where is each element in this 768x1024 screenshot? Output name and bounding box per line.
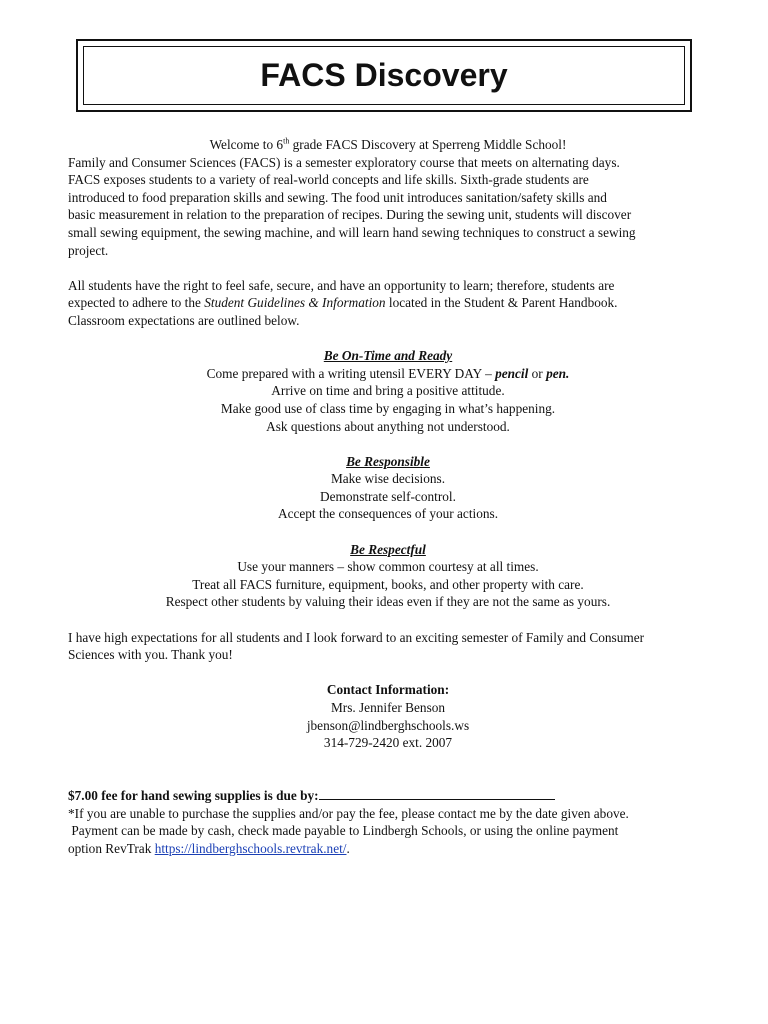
- title-box: [76, 39, 692, 112]
- closing-line: Sciences with you. Thank you!: [68, 647, 233, 663]
- intro-line: basic measurement in relation to the preparation of recipes. During the sewing unit, students will discover: [68, 207, 632, 223]
- expectation-line: Make wise decisions.: [330, 471, 446, 487]
- expectation-line: Demonstrate self-control.: [320, 488, 456, 504]
- expectation-line: Make good use of class time by engaging in what’s happening.: [220, 400, 556, 416]
- document-body: [68, 136, 708, 857]
- section-heading-on-time: Be On-Time and Ready: [323, 348, 453, 364]
- welcome-text-start: Welcome to 6: [209, 137, 284, 152]
- closing-line: I have high expectations for all students and I look forward to an exciting semester of Family and Consumer: [68, 629, 645, 645]
- welcome-line: [68, 136, 708, 154]
- rights-line: All students have the right to feel safe, secure, and have an opportunity to learn; therefore, students are: [68, 277, 615, 293]
- or-text: or: [528, 365, 547, 381]
- expectation-line: Accept the consequences of your actions.: [277, 506, 499, 522]
- expectation-line: [68, 365, 708, 383]
- welcome-text-end: grade FACS Discovery at Sperreng Middle School!: [289, 137, 567, 152]
- due-date-blank: [319, 788, 555, 800]
- contact-name: Mrs. Jennifer Benson: [330, 700, 446, 715]
- expectation-line: Ask questions about anything not understood.: [266, 418, 510, 434]
- page-title: FACS Discovery: [260, 57, 508, 93]
- section-heading-responsible: Be Responsible: [346, 453, 430, 469]
- rights-line: [68, 294, 708, 312]
- expectation-text: Come prepared with a writing utensil EVERY DAY –: [206, 365, 496, 381]
- expectation-line: Treat all FACS furniture, equipment, books, and other property with care.: [192, 576, 584, 592]
- fee-note: Payment can be made by cash, check made payable to Lindbergh Schools, or using the online payment: [68, 823, 619, 839]
- section-heading-respectful: Be Respectful: [350, 541, 426, 557]
- revtrak-link[interactable]: https://lindberghschools.revtrak.net/: [154, 840, 347, 856]
- guidelines-title: Student Guidelines & Information: [204, 295, 386, 311]
- intro-line: Family and Consumer Sciences (FACS) is a semester exploratory course that meets on alternating days.: [68, 154, 620, 170]
- rights-text: expected to adhere to the: [68, 295, 205, 311]
- fee-note: *If you are unable to purchase the supplies and/or pay the fee, please contact me by the date given above.: [68, 805, 629, 821]
- intro-line: FACS exposes students to a variety of real-world concepts and life skills. Sixth-grade students are: [68, 172, 589, 188]
- contact-email: jbenson@lindberghschools.ws: [306, 717, 470, 733]
- fee-label: $7.00 fee for hand sewing supplies is due by:: [68, 787, 319, 803]
- intro-line: introduced to food preparation skills and sewing. The food unit introduces sanitation/safety skills and: [68, 189, 607, 205]
- fee-line: [68, 787, 708, 805]
- rights-text: located in the Student & Parent Handbook.: [385, 295, 618, 311]
- pencil-text: pencil: [495, 365, 529, 381]
- expectation-line: Use your manners – show common courtesy at all times.: [237, 559, 539, 575]
- contact-phone: 314-729-2420 ext. 2007: [323, 735, 453, 751]
- expectation-line: Arrive on time and bring a positive attitude.: [271, 383, 505, 399]
- fee-note: [68, 840, 708, 858]
- period-text: .: [346, 840, 350, 856]
- expectation-line: Respect other students by valuing their ideas even if they are not the same as yours.: [165, 594, 611, 610]
- intro-line: project.: [68, 242, 109, 258]
- intro-line: small sewing equipment, the sewing machine, and will learn hand sewing techniques to construct a sewing: [68, 224, 636, 240]
- title-inner-border: [83, 46, 685, 105]
- contact-heading: Contact Information:: [326, 682, 450, 698]
- revtrak-text: option RevTrak: [68, 840, 155, 856]
- rights-line: Classroom expectations are outlined below.: [68, 312, 300, 328]
- pen-text: pen.: [546, 365, 570, 381]
- welcome-superscript: th: [283, 136, 290, 146]
